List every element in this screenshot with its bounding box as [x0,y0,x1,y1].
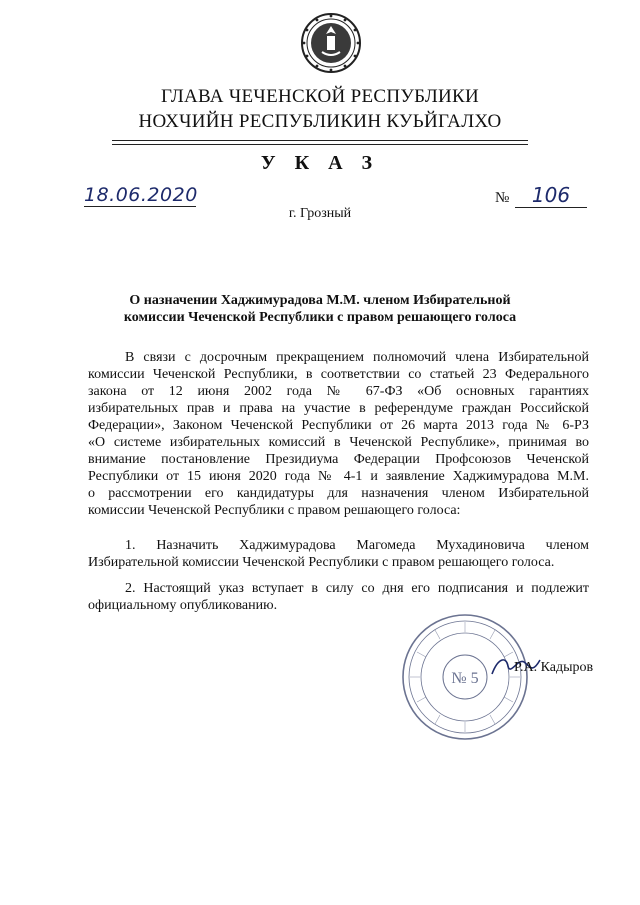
document-type: У К А З [260,152,380,174]
decree-title: комиссии Чеченской Республики с правом решающего голоса [123,310,517,325]
body-line: «О системе избирательных комиссий в Чеченской Республике», принимая во [88,435,589,450]
decree-item-1: 1. Назначить Хаджимурадова Магомеда Мухадиновича членом [125,538,589,553]
body-line: В связи с досрочным прекращением полномочий члена Избирательной [125,350,589,365]
signatory-name: Р.А. Кадыров [514,660,594,675]
header-title-ru: ГЛАВА ЧЕЧЕНСКОЙ РЕСПУБЛИКИ [160,86,480,107]
decree-item-2: 2. Настоящий указ вступает в силу со дня его подписания и подлежит [125,581,589,596]
decree-number: 106 [531,183,571,207]
body-line: о рассмотрении его кандидатуры для назначения членом Избирательной [88,486,589,501]
decree-date: 18.06.2020 [84,184,198,206]
header-divider [112,144,528,145]
header-divider [112,140,528,141]
chechen-coat-of-arms-icon [300,12,362,74]
decree-item-1: Избирательной комиссии Чеченской Республики с правом решающего голоса. [88,555,555,570]
decree-item-2: официальному опубликованию. [88,598,278,613]
body-line: избирательных прав и права на участие в референдуме граждан Российской [88,401,589,416]
body-line: комиссии Чеченской Республики, в соответствии со статьей 23 Федерального [88,367,589,382]
body-line: Федерации», Законом Чеченской Республики от 26 марта 2013 года № 6-РЗ [88,418,589,433]
header-title-ce: НОХЧИЙН РЕСПУБЛИКИН КУЬЙГАЛХО [138,111,502,132]
decree-city: г. Грозный [288,206,352,221]
body-line: закона от 12 июня 2002 года № 67-ФЗ «Об основных гарантиях [88,384,589,399]
body-line: комиссии Чеченской Республики с правом решающего голоса: [88,503,461,518]
seal-number: № 5 [451,670,479,687]
body-line: внимание постановление Президиума Федерации Профсоюзов Чеченской [88,452,589,467]
body-line: Республики от 15 июня 2020 года № 4-1 и заявление Хаджимурадова М.М. [88,469,589,484]
decree-number-label: № [495,190,510,206]
decree-title: О назначении Хаджимурадова М.М. членом Избирательной [129,293,511,308]
